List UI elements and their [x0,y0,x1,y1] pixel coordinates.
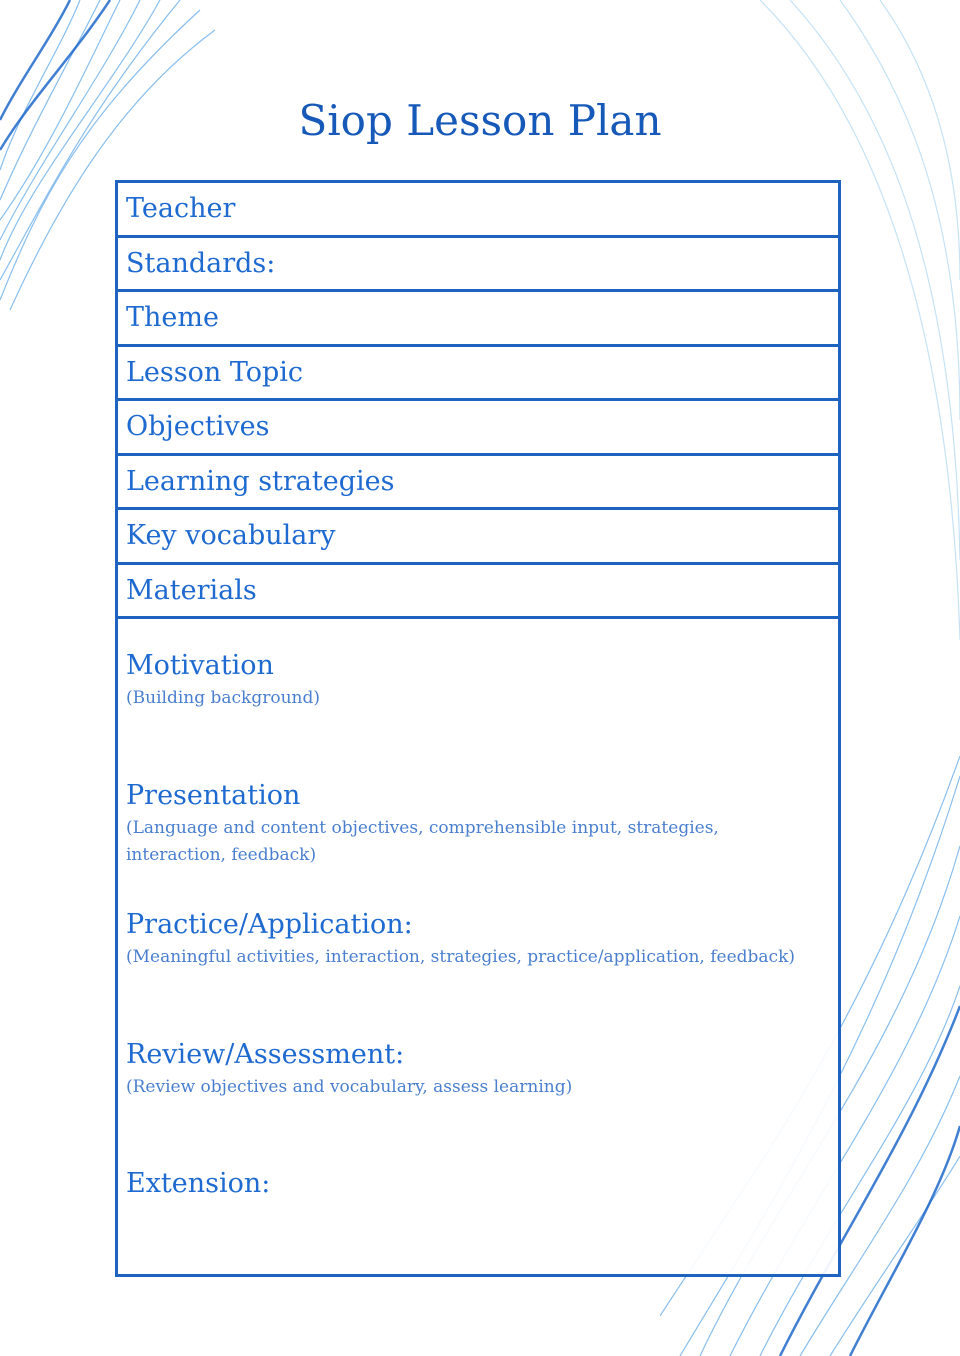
row-learning-strategies[interactable] [118,456,838,511]
row-standards[interactable] [118,238,838,293]
section-label: Review/Assessment: [126,1038,405,1070]
lesson-sections [118,619,838,1297]
section-hint: (Building background) [126,688,320,708]
page-title: Siop Lesson Plan [298,96,662,145]
section-hint: (Meaningful activities, interaction, strategies, practice/application, feedback) [126,947,796,967]
lesson-plan-table [115,180,841,1277]
section-motivation[interactable] [126,649,838,779]
section-hint: (Language and content objectives, comprehensible input, strategies, interaction, feedback) [126,817,719,865]
row-label: Key vocabulary [126,520,336,552]
row-theme[interactable] [118,292,838,347]
row-key-vocabulary[interactable] [118,510,838,565]
row-label: Standards: [126,247,276,279]
section-label: Motivation [126,650,274,681]
section-extension[interactable] [126,1167,838,1297]
row-objectives[interactable] [118,401,838,456]
section-presentation[interactable] [126,779,838,909]
row-lesson-topic[interactable] [118,347,838,402]
row-label: Teacher [126,193,236,225]
row-label: Lesson Topic [126,356,304,388]
row-materials[interactable] [118,565,838,620]
section-practice-application[interactable] [126,908,838,1038]
row-teacher[interactable] [118,183,838,238]
row-label: Objectives [126,411,270,443]
section-label: Presentation [126,779,301,811]
row-label: Materials [126,574,257,606]
section-label: Extension: [126,1168,271,1199]
section-label: Practice/Application: [126,909,413,940]
row-label: Learning strategies [126,465,395,497]
row-label: Theme [126,302,219,334]
section-review-assessment[interactable] [126,1038,838,1168]
section-hint: (Review objectives and vocabulary, assess learning) [126,1076,573,1097]
